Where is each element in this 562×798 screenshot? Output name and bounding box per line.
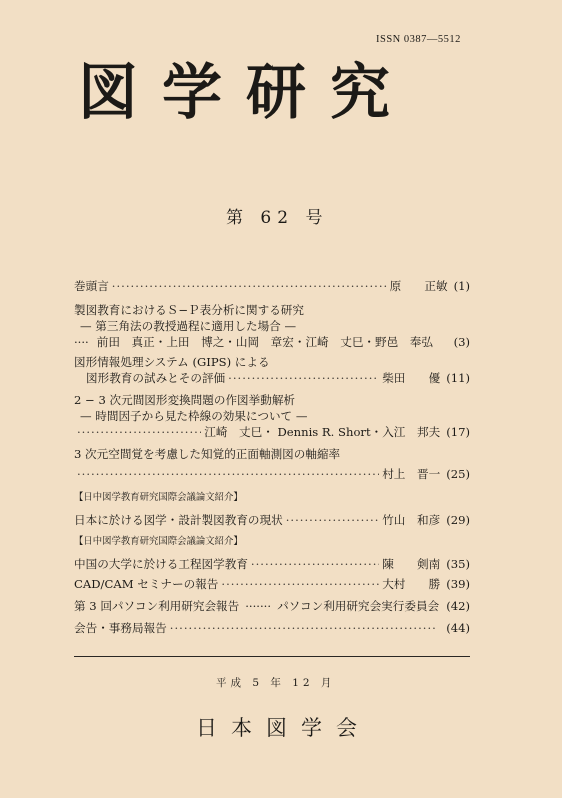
- entry-page: (39): [446, 577, 470, 591]
- entry-authors: 江崎 丈巳・ Dennis R. Short・入江 邦夫: [204, 425, 441, 439]
- entry-subtitle: — 時間因子から見た枠線の効果について —: [80, 409, 308, 423]
- section-heading: 【日中図学教育研究国際会議論文紹介】: [74, 492, 243, 503]
- entry-subtitle: — 第三角法の教授過程に適用した場合 —: [80, 319, 297, 333]
- entry-authors: 大村 勝: [382, 577, 441, 591]
- entry-title: 巻頭言: [74, 279, 109, 293]
- entry-title: 製図教育におけるＳ−Ｐ表分析に関する研究: [74, 303, 304, 317]
- entry-title: 第 3 回パソコン利用研究会報告: [74, 599, 240, 613]
- toc-entry: [74, 556, 470, 572]
- entry-authors: パソコン利用研究会実行委員会: [277, 599, 440, 613]
- toc-entry: [74, 278, 470, 294]
- entry-title: 2 − 3 次元間図形変換問題の作図挙動解析: [74, 393, 296, 407]
- entry-page: (3): [453, 335, 470, 349]
- toc-entry: [74, 334, 470, 350]
- toc-entry: [74, 620, 470, 636]
- leader-dots: ····: [74, 335, 89, 349]
- entry-page: (11): [446, 371, 470, 385]
- leader-dots: [251, 556, 379, 572]
- entry-authors: 前田 真正・上田 博之・山岡 章宏・江崎 丈巳・野邑 奉弘: [96, 335, 433, 349]
- entry-title: CAD/CAM セミナーの報告: [74, 577, 219, 591]
- entry-subtitle: 図形教育の試みとその評価: [86, 371, 226, 385]
- entry-authors: 原 正敏: [389, 279, 448, 293]
- leader-dots: [221, 576, 379, 592]
- issue-number: 第 62 号: [226, 208, 329, 228]
- entry-authors: 村上 晋一: [382, 467, 441, 481]
- entry-authors: 竹山 和彦: [382, 513, 441, 527]
- entry-page: (25): [446, 467, 470, 481]
- entry-page: (35): [446, 557, 470, 571]
- entry-page: (1): [453, 279, 470, 293]
- leader-dots: [77, 466, 379, 482]
- entry-authors: 柴田 優: [382, 371, 441, 385]
- leader-dots: [170, 620, 437, 636]
- toc-entry: [74, 466, 470, 482]
- entry-title: 日本に於ける図学・設計製図教育の現状: [74, 513, 283, 527]
- toc-entry: [74, 598, 470, 614]
- entry-page: (42): [446, 599, 470, 613]
- journal-title: 図学研究: [78, 58, 414, 128]
- entry-title: 図形情報処理システム (GIPS) による: [74, 355, 270, 369]
- leader-dots: [228, 370, 379, 386]
- toc-entry: [74, 576, 470, 592]
- divider-rule: [74, 656, 470, 657]
- leader-dots: [77, 424, 201, 440]
- entry-title: 中国の大学に於ける工程図学教育: [74, 557, 248, 571]
- entry-page: (29): [446, 513, 470, 527]
- toc-entry: [74, 512, 470, 528]
- entry-title: 3 次元空間覚を考慮した知覚的正面軸測図の軸縮率: [74, 447, 341, 461]
- toc-entry: [74, 424, 470, 440]
- leader-dots: ·······: [245, 599, 272, 613]
- entry-title: 会告・事務局報告: [74, 621, 167, 635]
- leader-dots: [112, 278, 387, 294]
- toc-entry: [86, 370, 470, 386]
- leader-dots: [286, 512, 380, 528]
- section-heading: 【日中図学教育研究国際会議論文紹介】: [74, 536, 243, 547]
- publisher-name: 日本図学会: [196, 716, 371, 740]
- publication-date: 平成 5 年 12 月: [216, 677, 336, 689]
- entry-page: (44): [446, 621, 470, 635]
- issn-number: ISSN 0387—5512: [376, 34, 461, 45]
- entry-authors: 陳 剣南: [382, 557, 441, 571]
- entry-page: (17): [446, 425, 470, 439]
